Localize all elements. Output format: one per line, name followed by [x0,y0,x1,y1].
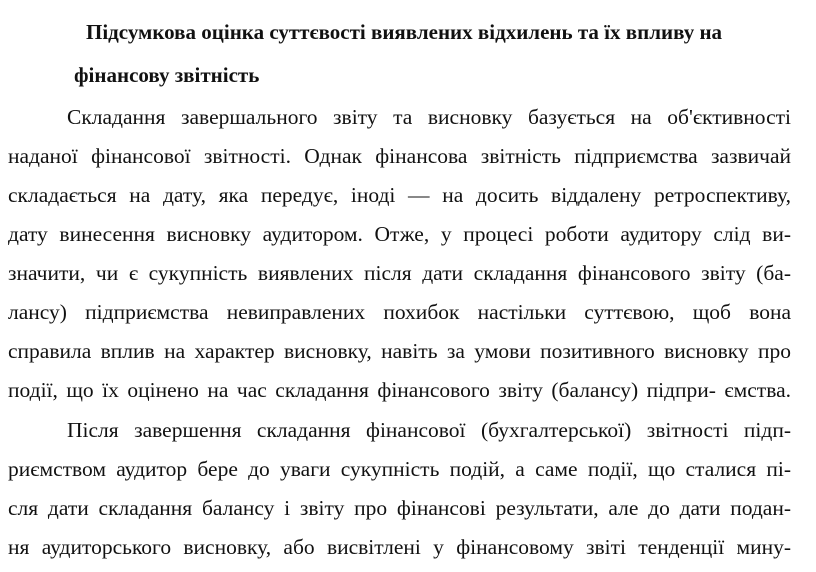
paragraph-1-line-5: значити, чи є сукупність виявлених після дати складання фінансового звіту (ба- [8,261,791,285]
paragraph-2-line-3: сля дати складання балансу і звіту про фінансові результати, але до дати подан- [8,496,791,520]
paragraph-1-line-6: лансу) підприємства невиправлених похибок настільки суттєвою, щоб вона [8,300,791,324]
heading-text-1: Підсумкова оцінка суттєвості виявлених відхилень та їх впливу на [86,20,723,44]
paragraph-2-line-4: ня аудиторського висновку, або висвітлені у фінансовому звіті тенденції мину- [8,535,791,559]
paragraph-1-line-4: дату винесення висновку аудитором. Отже, у процесі роботи аудитору слід ви- [8,222,791,246]
paragraph-2-line-2: риємством аудитор бере до уваги сукупність подій, а саме події, що сталися пі- [8,457,791,481]
paragraph-1-line-3: складається на дату, яка передує, іноді — на досить віддалену ретроспективу, [8,183,791,207]
heading-text-2: фінансову звітність [74,63,260,87]
paragraph-1-line-7: справила вплив на характер висновку, навіть за умови позитивного висновку про [8,339,791,363]
paragraph-1-line-1: Складання завершального звіту та висновку базується на об'єктивності [67,105,791,129]
paragraph-1-line-2: наданої фінансової звітності. Однак фінансова звітність підприємства зазвичай [8,144,791,168]
paragraph-1-line-8: події, що їх оцінено на час складання фінансового звіту (балансу) підпри- ємства. [8,378,791,402]
paragraph-2-line-1: Після завершення складання фінансової (бухгалтерської) звітності підп- [67,418,791,442]
